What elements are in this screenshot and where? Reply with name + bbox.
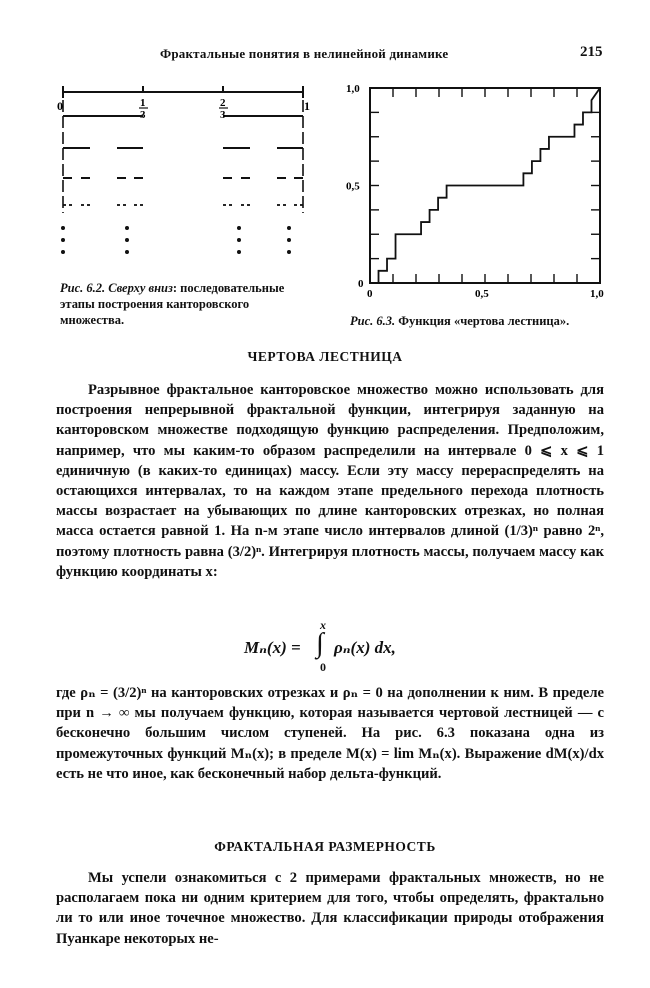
figure-6-2-emph: Сверху вниз — [108, 281, 173, 295]
formula-rhs: ρₙ(x) dx, — [334, 638, 396, 657]
section1-paragraph: Разрывное фрактальное канторовское множество можно использовать для построения непрерывной фрактальной функции, интегрируя заданную на канторовском множестве подходящую функцию распределения. Предположим, например, что мы каким-то образом распределили на интервале 0 ⩽ x ⩽ 1 единичную (в каких-то единицах) массу. Если эту массу перераспределять на остающихся интервалах, то на каждом этапе предельного перехода плотность массы возрастает на убывающих по длине канторовских отрезках, но полная масса остается равной 1. На n-м этапе число интервалов длиной (1/3)ⁿ равно 2ⁿ, поэтому плотность равна (3/2)ⁿ. Интегрируя плотность массы, получаем массу как функцию координаты x: — [56, 382, 604, 580]
section-heading-devils-staircase: ЧЕРТОВА ЛЕСТНИЦА — [247, 349, 403, 364]
devils-staircase-chart — [340, 78, 615, 303]
section-heading-fractal-dimension: ФРАКТАЛЬНАЯ РАЗМЕРНОСТЬ — [214, 839, 436, 854]
section1-paragraph-2: где ρₙ = (3/2)ⁿ на канторовских отрезках и ρₙ = 0 на дополнении к ним. В пределе при n → ∞ мы получаем функцию, которая называется чертовой лестницей — с бесконечно большим числом ступеней. На рис. 6.3 показана одна из промежуточных функций Mₙ(x); в пределе M(x) = lim Mₙ(x). Выражение dM(x)/dx есть не что иное, как бесконечный набор дельта-функций. — [56, 685, 604, 782]
cantor-label-third-den: 3 — [140, 109, 146, 121]
cantor-label-twothirds-den: 3 — [220, 109, 226, 121]
cantor-label-third-num: 1 — [140, 97, 146, 109]
figure-6-2-label: Рис. 6.2. — [60, 281, 106, 295]
figure-6-3-label: Рис. 6.3. — [350, 314, 396, 328]
figure-6-2-caption — [60, 280, 315, 328]
y-tick-label: 1,0 — [346, 83, 360, 95]
formula-lhs: Mₙ(x) = — [244, 638, 301, 657]
x-tick-label: 0 — [367, 288, 373, 300]
page-number: 215 — [580, 44, 603, 60]
running-header: Фрактальные понятия в нелинейной динамике — [160, 46, 449, 61]
formula-integral-sign: ∫ — [316, 628, 324, 659]
cantor-label-zero: 0 — [57, 99, 63, 113]
figure-6-3-text: Функция «чертова лестница». — [398, 314, 570, 328]
figure-6-2-text: : последовательные этапы построения канторовского множества. — [60, 281, 285, 327]
mass-integral-formula — [244, 618, 464, 674]
cantor-label-twothirds-num: 2 — [220, 97, 226, 109]
y-tick-label: 0,5 — [346, 180, 360, 193]
continuation-dots — [61, 226, 291, 254]
formula-lower-limit: 0 — [320, 660, 326, 674]
staircase-series-line — [370, 88, 600, 283]
section2-paragraph: Мы успели ознакомиться с 2 примерами фрактальных множеств, но не располагаем пока ни одним критерием для того, чтобы определять, фрактально ли то или иное точечное множество. Для классификации природы отображения Пуанкаре некоторых не- — [56, 870, 604, 947]
cantor-set-figure — [55, 78, 315, 263]
section1-body — [56, 380, 604, 582]
section2-body — [56, 868, 604, 949]
y-tick-label: 0 — [358, 278, 364, 290]
x-tick-label: 1,0 — [590, 288, 604, 300]
x-tick-label: 0,5 — [475, 288, 489, 300]
formula-upper-limit: x — [320, 618, 326, 632]
section1-body-2 — [56, 683, 604, 784]
figure-6-3-caption — [350, 313, 620, 329]
cantor-label-one: 1 — [304, 99, 310, 113]
